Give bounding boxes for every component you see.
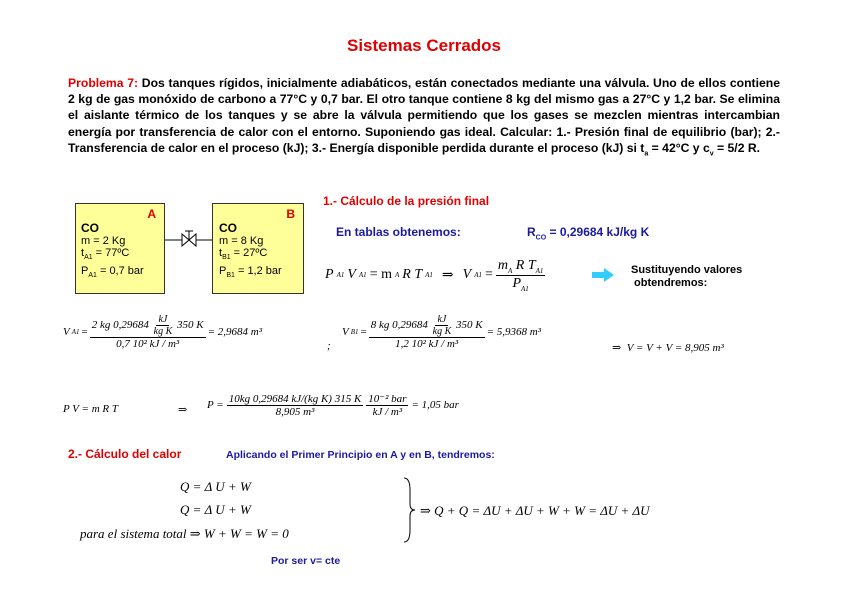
final-pressure-equation: P = $\frac{\text{10kg 0,29684 kJ/(kg K) 315 K}}{\text{8,905 m³}}$ $\frac{\text{10⁻² bar}}{\text{kJ / m³}}$ = 1,05 bar bbox=[207, 392, 459, 418]
substitute-note: Sustituyendo valores obtendremos: bbox=[631, 264, 743, 289]
ta-subscript: a bbox=[644, 150, 649, 158]
final-state-equation: P V = m R T bbox=[63, 403, 118, 415]
volume-a-equation: V A1 = 2 kg 0,29684 $\frac{kJ}{\text{kg K}}$ 350 K 0,7 10² kJ / m³ = 2,9684 m³ bbox=[63, 314, 262, 350]
volume-b-equation: V B1 = 8 kg 0,29684 $\frac{kJ}{\text{kg K}}$ 350 K 1,2 10² kJ / m³ = 5,9368 m³ bbox=[342, 314, 541, 350]
right-brace bbox=[402, 476, 416, 544]
problem-label: Problema 7: bbox=[68, 76, 139, 90]
cv-subscript: v bbox=[709, 150, 714, 158]
heat-equation-b: Q = Δ U + W bbox=[180, 502, 251, 517]
tank-b bbox=[212, 203, 304, 294]
ideal-gas-equation: P A1 V A1 = m A R T A1 ⇒ V A1 = $\frac{m_A R T_{A1}}{P_{A1}}$ bbox=[325, 258, 544, 293]
heat-total-equation: ⇒ Q + Q = ΔU + ΔU + W + W = ΔU + ΔU bbox=[420, 503, 650, 518]
constant-volume-note: Por ser v= cte bbox=[271, 555, 341, 567]
equation-separator: ; bbox=[327, 340, 331, 352]
section1-heading: 1.- Cálculo de la presión final bbox=[323, 194, 490, 208]
tank-b-label: B bbox=[286, 207, 295, 221]
tank-a-temp: $t_{A1}$ = 77ºC bbox=[81, 247, 130, 262]
tank-a-pressure: $P_{A1} = 0,7$ bar bbox=[81, 264, 144, 279]
tank-a-gas: CO bbox=[81, 221, 99, 235]
gas-constant: $R_{CO} = 0,29684$ kJ/kg K bbox=[527, 225, 650, 242]
total-work-equation: para el sistema total ⇒ W + W = W = 0 bbox=[80, 526, 289, 541]
problem-text: Dos tanques rígidos, inicialmente adiabáticos, están conectados mediante una válvula. Uno de ellos contiene 2 kg de gas monóxido de carbono a 77°C y 0,7 bar. El otro tanque contiene 8 kg del mismo gas a 27°C y 1,2 bar. Se elimina el aislante térmico de los tanques y se abre la válvula permitiendo que los gases se mezclen mientras intercambian energía por transferencia de calor con el entorno. Suponiendo gas ideal. Calcular: 1.- Presión final de equilibrio (bar); 2.- Transferencia de calor en el proceso (kJ); 3.- Energía disponible perdida durante el proceso (kJ) si t bbox=[68, 76, 780, 155]
tank-b-pressure: $P_{B1} = 1,2$ bar bbox=[219, 264, 282, 279]
total-volume-equation: ⇒ V = V + V = 8,905 m³ bbox=[612, 342, 724, 354]
tables-note: En tablas obtenemos: bbox=[336, 225, 461, 239]
problem-statement bbox=[68, 75, 780, 162]
section2-heading: 2.- Cálculo del calor bbox=[68, 447, 182, 461]
tank-b-gas: CO bbox=[219, 221, 237, 235]
valve-icon bbox=[165, 228, 212, 252]
page-title: Sistemas Cerrados bbox=[346, 36, 502, 55]
tank-a bbox=[75, 203, 165, 294]
tank-b-temp: $t_{B1}$ = 27ºC bbox=[219, 247, 268, 262]
heat-equation-a: Q = Δ U + W bbox=[180, 479, 251, 494]
arrow-right-icon bbox=[592, 268, 614, 282]
implies-symbol: ⇒ bbox=[178, 404, 188, 416]
tank-b-mass: m = 8 Kg bbox=[219, 234, 264, 247]
first-principle-note: Aplicando el Primer Principio en A y en B, tendremos: bbox=[226, 449, 495, 461]
tank-a-mass: m = 2 Kg bbox=[81, 234, 126, 247]
problem-text-end: = 5/2 R. bbox=[713, 140, 761, 155]
tank-a-label: A bbox=[147, 207, 156, 221]
problem-text-mid: = 42°C y c bbox=[648, 140, 710, 155]
